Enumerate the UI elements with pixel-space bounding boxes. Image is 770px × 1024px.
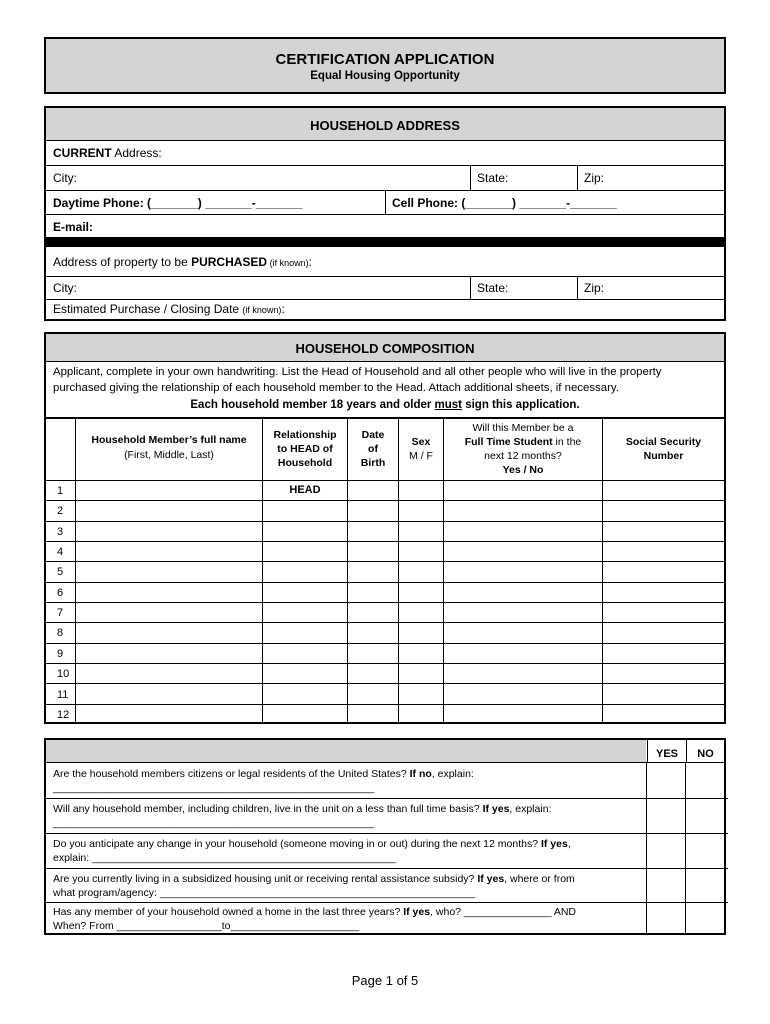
q1-explain: , explain: [431,768,474,780]
col-ssn-1: Social Security [625,436,702,448]
address-section-title: HOUSEHOLD ADDRESS [310,118,460,133]
q2-blank: _______________________________________________________ [53,817,375,829]
dob-input[interactable] [348,664,398,683]
dob-input[interactable] [348,685,398,704]
ssn-input[interactable] [603,664,724,683]
table-row [46,623,724,643]
question-subsidized [53,872,575,900]
form-subtitle: Equal Housing Opportunity [310,70,460,82]
q4-blank: what program/agency: ______________________________________________________ [53,887,476,899]
q4-where: , where or from [504,873,575,885]
ssn-input[interactable] [603,542,724,561]
questions-section [44,738,726,935]
question-divider [46,868,728,869]
sex-input[interactable] [399,481,443,500]
ssn-input[interactable] [603,623,724,642]
col-student-1: Will this Member be a [472,422,574,434]
q1-text: Are the household members citizens or legal residents of the United States? [53,768,410,780]
row-number: 10 [57,668,70,681]
closing-colon: : [281,302,285,316]
row-number: 5 [57,566,64,579]
member-name-input[interactable] [76,603,262,622]
question-owned-home [53,905,576,933]
relationship-input[interactable] [263,623,347,642]
col-name-sub: (First, Middle, Last) [124,449,214,461]
purchase-if-known: (if known) [267,258,309,268]
page-number: Page 1 of 5 [351,973,419,988]
ssn-input[interactable] [603,522,724,541]
member-name-input[interactable] [76,705,262,725]
col-name-header [76,433,262,463]
col-sex-1: Sex [411,436,431,448]
ssn-input[interactable] [603,481,724,500]
col-rel-3: Household [277,457,333,469]
q5-blank: When? From __________________to______________________ [53,920,359,932]
state2-field[interactable] [471,277,578,300]
state-label: State: [477,171,509,185]
relationship-input[interactable] [263,562,347,581]
table-row [46,501,724,521]
col-ssn-header [603,435,724,463]
ssn-input[interactable] [603,562,724,581]
ssn-input[interactable] [603,583,724,602]
table-row [46,481,724,501]
closing-label: Estimated Purchase / Closing Date [53,302,243,316]
dob-input[interactable] [348,481,398,500]
sex-input[interactable] [399,562,443,581]
address-header [46,108,724,141]
zip-field[interactable] [578,166,724,191]
col-name-title: Household Member’s full name [91,434,247,446]
student-input[interactable] [444,685,602,704]
dob-input[interactable] [348,583,398,602]
member-name-input[interactable] [76,664,262,683]
ssn-input[interactable] [603,685,724,704]
relationship-input[interactable] [263,522,347,541]
col-dob-3: Birth [360,457,386,469]
member-name-input[interactable] [76,685,262,704]
col-rel-1: Relationship [273,429,337,441]
dob-input[interactable] [348,522,398,541]
black-divider [46,237,724,247]
student-input[interactable] [444,583,602,602]
yes-checkbox-cell[interactable] [647,799,685,833]
table-row [46,685,724,705]
q2-explain: , explain: [509,803,552,815]
zip2-label: Zip: [584,281,605,295]
purchase-label-bold: PURCHASED [191,255,268,269]
col-student-4: Yes / No [502,464,544,476]
q3-if: If yes [540,838,568,850]
table-row [46,603,724,623]
current-label: Address: [111,146,162,160]
member-name-input[interactable] [76,501,262,520]
state-field[interactable] [471,166,578,191]
composition-header [46,334,724,362]
student-input[interactable] [444,644,602,663]
title-box [44,37,726,94]
questions-header [46,740,646,763]
ssn-input[interactable] [603,603,724,622]
relationship-input[interactable] [263,644,347,663]
yes-label: YES [655,748,678,760]
sex-input[interactable] [399,501,443,520]
ssn-input[interactable] [603,644,724,663]
row-number: 9 [57,647,64,660]
composition-instructions [46,362,724,419]
q5-text: Has any member of your household owned a home in the last three years? [53,906,404,918]
relationship-input[interactable] [263,583,347,602]
member-name-input[interactable] [76,644,262,663]
no-checkbox-cell[interactable] [686,903,724,933]
member-name-input[interactable] [76,623,262,642]
table-row [46,583,724,603]
col-dob-header [348,428,398,470]
composition-section-title: HOUSEHOLD COMPOSITION [295,341,475,356]
col-dob-1: Date [361,429,385,441]
question-household-change [53,837,571,865]
sex-input[interactable] [399,583,443,602]
city2-label: City: [53,281,77,295]
dob-input[interactable] [348,501,398,520]
sex-input[interactable] [399,685,443,704]
col-ssn-2: Number [643,450,684,462]
row-number: 3 [57,525,64,538]
closing-date-field[interactable] [46,300,724,319]
city-label: City: [53,171,77,185]
dob-input[interactable] [348,644,398,663]
table-header-row [46,419,724,481]
student-input[interactable] [444,522,602,541]
daytime-phone-field[interactable] [46,191,386,215]
row-number: 7 [57,607,64,620]
table-row [46,562,724,582]
no-checkbox-cell[interactable] [686,799,724,833]
dob-input[interactable] [348,542,398,561]
question-divider [46,833,728,834]
sex-input[interactable] [399,644,443,663]
col-student-2b: Full Time Student [464,436,553,448]
row-number: 12 [57,708,70,721]
row-number: 11 [57,688,69,701]
instructions-line2: purchased giving the relationship of each household member to the Head. Attach additional sheets, if necessary. [53,382,619,394]
student-input[interactable] [444,623,602,642]
cell-phone-label: Cell Phone: (_______) _______-_______ [392,196,617,210]
no-checkbox-cell[interactable] [686,834,724,868]
purchase-address-field[interactable] [46,247,724,277]
head-label: HEAD [289,484,321,496]
row-number: 2 [57,505,64,518]
cell-phone-field[interactable] [386,191,724,215]
sex-input[interactable] [399,603,443,622]
ssn-input[interactable] [603,705,724,725]
student-input[interactable] [444,562,602,581]
student-input[interactable] [444,664,602,683]
col-sex-2: M / F [409,450,433,462]
yes-header [647,740,686,763]
student-input[interactable] [444,603,602,622]
sex-input[interactable] [399,522,443,541]
zip2-field[interactable] [578,277,724,300]
household-address-section [44,106,726,321]
q4-text: Are you currently living in a subsidized housing unit or receiving rental assistance subsidy? [53,873,478,885]
no-header [686,740,724,763]
col-student-header [444,421,602,477]
yes-checkbox-cell[interactable] [647,834,685,868]
col-sex-header [399,435,443,463]
q3-text: Do you anticipate any change in your household (someone moving in or out) during the next 12 months? [53,838,541,850]
sex-input[interactable] [399,705,443,725]
q5-if: If yes [403,906,431,918]
purchase-label: Address of property to be [53,255,192,269]
zip-label: Zip: [584,171,605,185]
state2-label: State: [477,281,509,295]
col-rel-2: to HEAD of [277,443,333,455]
row-number: 4 [57,546,64,559]
q2-text: Will any household member, including children, live in the unit on a less than full time basis? [53,803,483,815]
q1-blank: _______________________________________________________ [53,782,375,794]
member-name-input[interactable] [76,542,262,561]
purchase-colon: : [308,255,312,269]
dob-input[interactable] [348,623,398,642]
question-part-time [53,802,551,830]
sign-post: sign this application. [462,399,580,411]
dob-input[interactable] [348,705,398,725]
table-row [46,542,724,562]
city-field[interactable] [46,166,471,191]
col-dob-2: of [368,443,378,455]
table-row [46,664,724,684]
sex-input[interactable] [399,623,443,642]
row-number: 1 [57,485,64,497]
sex-input[interactable] [399,542,443,561]
student-input[interactable] [444,481,602,500]
q3-comma: , [567,838,571,850]
sign-requirement [46,399,724,411]
ssn-input[interactable] [603,501,724,520]
relationship-input[interactable] [263,705,347,725]
col-student-3: next 12 months? [484,450,562,462]
question-divider [46,902,728,903]
sign-pre: Each household member 18 years and older [190,399,435,411]
q2-if: If yes [482,803,510,815]
table-row [46,705,724,725]
relationship-input[interactable] [263,542,347,561]
dob-input[interactable] [348,603,398,622]
table-row [46,522,724,542]
question-citizens [53,767,474,795]
dob-input[interactable] [348,562,398,581]
email-label: E-mail: [53,220,94,234]
sign-must: must [434,399,463,411]
instructions-line1: Applicant, complete in your own handwriting. List the Head of Household and all other people who will live in the property [53,366,662,378]
member-name-input[interactable] [76,481,262,500]
household-composition-section [44,332,726,724]
student-input[interactable] [444,501,602,520]
col-student-2r: in the [552,436,582,448]
member-name-input[interactable] [76,562,262,581]
closing-if-known: (if known) [242,305,282,315]
yes-checkbox-cell[interactable] [647,763,685,798]
row-number: 8 [57,627,64,640]
row-number: 6 [57,586,64,599]
q1-if: If no [409,768,432,780]
current-address-field[interactable] [46,140,724,166]
student-input[interactable] [444,542,602,561]
form-title: CERTIFICATION APPLICATION [275,51,495,68]
member-name-input[interactable] [76,583,262,602]
relationship-input[interactable] [263,481,347,500]
yes-checkbox-cell[interactable] [647,869,685,902]
no-label: NO [697,748,714,760]
question-divider [46,798,728,799]
q5-who: , who? _______________ AND [430,906,577,918]
city2-field[interactable] [46,277,471,300]
table-row [46,644,724,664]
current-label-bold: CURRENT [53,146,112,160]
no-checkbox-cell[interactable] [686,869,724,902]
daytime-phone-label: Daytime Phone: (_______) _______-_______ [53,196,303,210]
yes-checkbox-cell[interactable] [647,903,685,933]
member-name-input[interactable] [76,522,262,541]
no-checkbox-cell[interactable] [686,763,724,798]
q3-blank: explain: ____________________________________________________ [53,852,396,864]
relationship-input[interactable] [263,685,347,704]
q4-if: If yes [477,873,505,885]
sex-input[interactable] [399,664,443,683]
relationship-input[interactable] [263,603,347,622]
relationship-input[interactable] [263,664,347,683]
relationship-input[interactable] [263,501,347,520]
email-field[interactable] [46,215,724,237]
col-relationship-header [263,428,347,470]
student-input[interactable] [444,705,602,725]
